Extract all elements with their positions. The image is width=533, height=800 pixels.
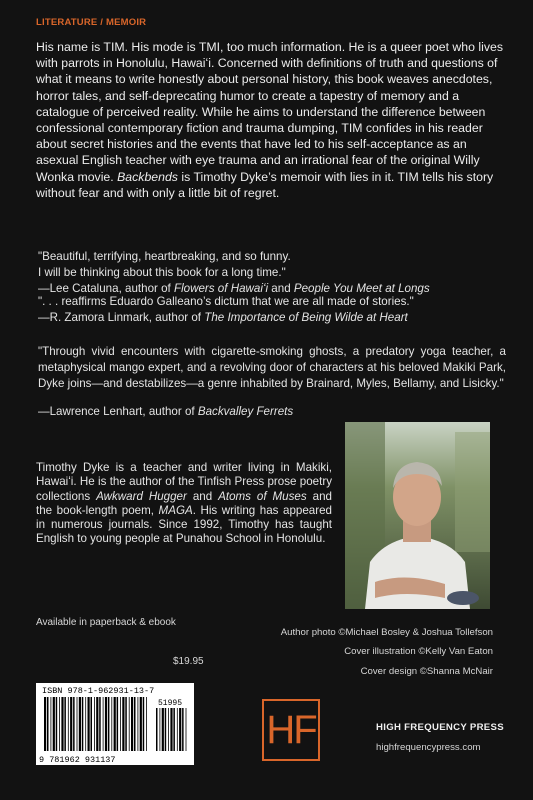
illustration-credit: Cover illustration ©Kelly Van Eaton	[344, 646, 493, 657]
price-label: $19.95	[173, 656, 204, 667]
isbn-text: ISBN 978-1-962931-13-7	[42, 686, 155, 696]
photo-credit: Author photo ©Michael Bosley & Joshua Tollefson	[280, 627, 493, 638]
press-logo: HF	[262, 699, 320, 761]
category-label: LITERATURE / MEMOIR	[36, 17, 147, 28]
ean-bars	[44, 697, 147, 751]
author-bio: Timothy Dyke is a teacher and writer living in Makiki, Hawaiʻi. He is the author of the Tinfish Press prose poetry collections Awkward Hugger and Atoms of Muses and the book-length poem, MAGA. His writing has appeared in numerous journals. Since 1992, Timothy has taught English to young people at Punahou School in Honolulu.	[36, 461, 333, 546]
review-quote-2: ". . . reaffirms Eduardo Galleano’s dictum that we are all made of stories." —R. Zamora Linmark, author of The Importance of Being Wilde at Heart	[38, 294, 506, 326]
barcode-number-text: 9 781962 931137	[39, 755, 116, 765]
review-quote-1: "Beautiful, terrifying, heartbreaking, and so funny. I will be thinking about this book for a long time." —Lee Cataluna, author of Flowers of Hawaiʻi and People You Meet at Longs	[38, 249, 506, 297]
press-url: highfrequencypress.com	[376, 742, 481, 753]
availability-note: Available in paperback & ebook	[36, 617, 176, 628]
design-credit: Cover design ©Shanna McNair	[360, 666, 493, 677]
isbn-barcode	[36, 683, 194, 765]
review-quote-3: "Through vivid encounters with cigarette-smoking ghosts, a predatory yoga teacher, a metaphysical mango expert, and a revolving door of characters at his beloved Makiki Park, Dyke joins—and destabilizes—a genre inhabited by Brainard, Myles, Bellamy, and Lisicky." —Lawrence Lenhart, author of Backvalley Ferrets	[38, 345, 506, 418]
review-attribution-3: —Lawrence Lenhart, author of Backvalley Ferrets	[38, 405, 294, 418]
press-name: HIGH FREQUENCY PRESS	[376, 722, 504, 733]
addon-bars	[156, 708, 186, 751]
author-photo	[345, 422, 490, 609]
book-title: Backbends	[117, 169, 178, 184]
price-code-text: 51995	[158, 699, 183, 708]
review-attribution-1: —Lee Cataluna, author of Flowers of Hawaiʻi and People You Meet at Longs	[38, 282, 430, 295]
book-description: His name is TIM. His mode is TMI, too much information. He is a queer poet who lives with parrots in Honolulu, Hawaiʻi. Concerned with definitions of truth and questions of what it means to write honestly about personal history, this book weaves anecdotes, horror tales, and self-deprecating humor to create a tapestry of memory and a catalogue of perceived reality. While he aims to understand the difference between confessional contemporary fiction and trauma dumping, TIM confides in his reader about secret histories and the events that have led to his self-acceptance as an asexual English teacher with eye trauma and an irrational fear of the original Willy Wonka movie. Backbends is Timothy Dyke’s memoir with lies in it. TIM tells his story without fear and with only a little bit of regret.	[36, 40, 504, 200]
review-attribution-2: —R. Zamora Linmark, author of The Importance of Being Wilde at Heart	[38, 311, 408, 324]
